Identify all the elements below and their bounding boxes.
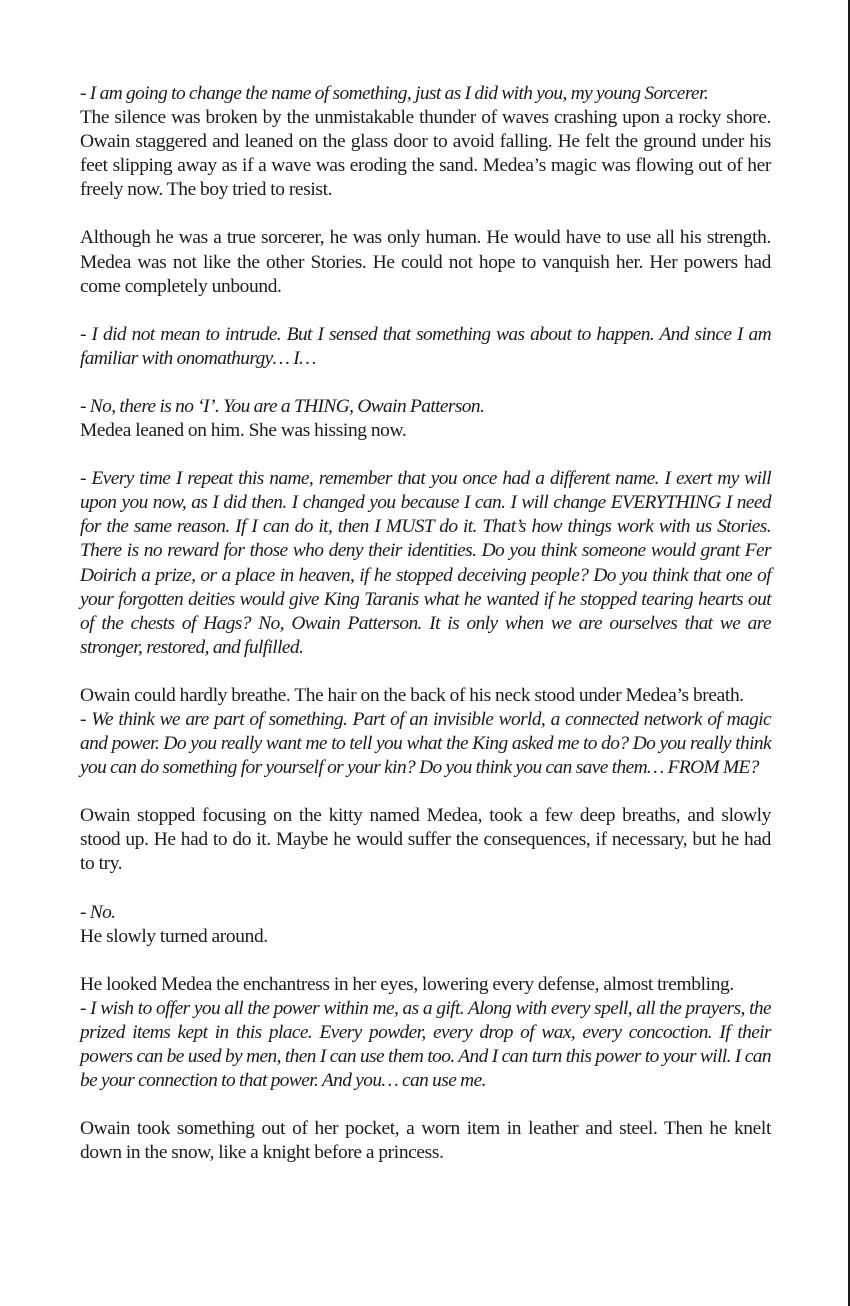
dialogue-line: - I did not mean to intrude. But I sensed that something was about to happen. And since I am familiar with onomathurgy… I… (80, 323, 771, 369)
paragraph-3 (80, 323, 771, 371)
narration-line: The silence was broken by the unmistakable thunder of waves crashing upon a rocky shore. Owain staggered and leaned on the glass door to avoid falling. He felt the ground under his feet slipping away as if a wave was eroding the sand. Medea’s magic was flowing out of her freely now. The boy tried to resist. (80, 107, 771, 201)
narration-line: Owain stopped focusing on the kitty named Medea, took a few deep breaths, and slowly stood up. He had to do it. Maybe he would suffer the consequences, if necessary, but he had to try. (80, 805, 771, 875)
dialogue-line: - I wish to offer you all the power within me, as a gift. Along with every spell, all the prayers, the prized items kept in this place. Every powder, every drop of wax, every concoction. If their powers can be used by men, then I can use them too. And I can turn this power to your will. I can be your connection to that power. And you… can use me. (80, 997, 771, 1092)
paragraph-5 (80, 467, 771, 660)
narration-line: Owain could hardly breathe. The hair on the back of his neck stood under Medea’s breath. (80, 684, 744, 706)
paragraph-7 (80, 804, 771, 876)
dialogue-line: - We think we are part of something. Part of an invisible world, a connected network of magic and power. Do you really want me to tell you what the King asked me to do? Do you really think you can do something for yourself or your kin? Do you think you can save them… FROM ME? (80, 708, 771, 779)
dialogue-line: - No, there is no ‘I’. You are a THING, Owain Patterson. (80, 395, 485, 417)
dialogue-line: - Every time I repeat this name, remember that you once had a different name. I exert my will upon you now, as I did then. I changed you because I can. I will change EVERYTHING I need for the same reason. If I can do it, then I MUST do it. That’s how things work with us Stories. There is no reward for those who deny their identities. Do you think someone would grant Fer Doirich a prize, or a place in heaven, if he stopped deceiving people? Do you think that one of your forgotten deities would give King Taranis what he wanted if he stopped tearing hearts out of the chests of Hags? No, Owain Patterson. It is only when we are ourselves that we are stronger, restored, and fulfilled. (80, 468, 771, 658)
paragraph-9 (80, 973, 771, 1093)
narration-line: He looked Medea the enchantress in her eyes, lowering every defense, almost trembling. (80, 973, 734, 995)
dialogue-line: - No. (80, 901, 116, 923)
narration-line: Owain took something out of her pocket, a worn item in leather and steel. Then he knelt down in the snow, like a knight before a princess. (80, 1118, 771, 1164)
narration-line: Medea leaned on him. She was hissing now. (80, 420, 407, 442)
paragraph-2 (80, 226, 771, 298)
page-body-text (80, 82, 771, 1189)
narration-line: He slowly turned around. (80, 925, 268, 947)
paragraph-6 (80, 684, 771, 780)
dialogue-line: - I am going to change the name of something, just as I did with you, my young Sorcerer. (80, 83, 709, 104)
paragraph-1 (80, 82, 771, 202)
paragraph-10 (80, 1117, 771, 1165)
paragraph-8 (80, 901, 771, 949)
paragraph-4 (80, 395, 771, 443)
narration-line: Although he was a true sorcerer, he was only human. He would have to use all his strength. Medea was not like the other Stories. He could not hope to vanquish her. Her powers had come completely unbound. (80, 227, 771, 297)
